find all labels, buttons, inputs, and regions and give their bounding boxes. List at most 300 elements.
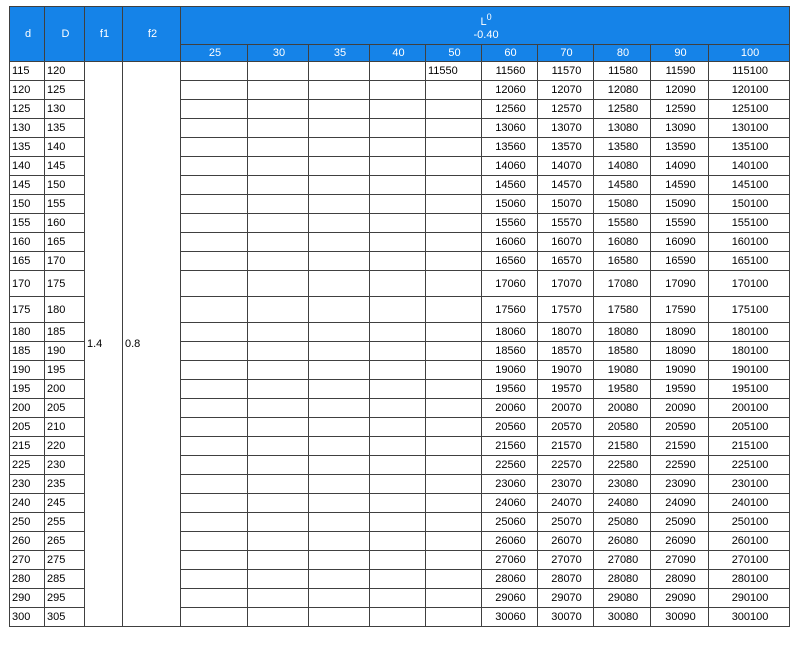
- cell-length: 19590: [651, 380, 709, 399]
- cell-length: [181, 214, 248, 233]
- cell-length: [248, 214, 309, 233]
- cell-length: [426, 195, 482, 214]
- cell-length: 260100: [709, 532, 790, 551]
- cell-length: 11590: [651, 62, 709, 81]
- cell-length: 19080: [594, 361, 651, 380]
- cell-D: 295: [45, 589, 85, 608]
- cell-length: [426, 252, 482, 271]
- dimension-table: [9, 6, 790, 627]
- cell-length: 20070: [538, 399, 594, 418]
- cell-length: [370, 81, 426, 100]
- cell-length: 16060: [482, 233, 538, 252]
- cell-length: 29060: [482, 589, 538, 608]
- cell-length: 22590: [651, 456, 709, 475]
- cell-length: [181, 532, 248, 551]
- cell-length: 26060: [482, 532, 538, 551]
- cell-length: 135100: [709, 138, 790, 157]
- cell-length: 150100: [709, 195, 790, 214]
- cell-length: [426, 233, 482, 252]
- cell-length: 140100: [709, 157, 790, 176]
- cell-length: 14590: [651, 176, 709, 195]
- header-length-3: 40: [370, 45, 426, 62]
- cell-length: 14560: [482, 176, 538, 195]
- cell-length: 240100: [709, 494, 790, 513]
- cell-length: [370, 513, 426, 532]
- cell-length: 13590: [651, 138, 709, 157]
- cell-length: 19570: [538, 380, 594, 399]
- cell-length: [248, 380, 309, 399]
- header-f1: f1: [85, 7, 123, 62]
- cell-length: 18060: [482, 323, 538, 342]
- cell-length: 22570: [538, 456, 594, 475]
- cell-length: 20060: [482, 399, 538, 418]
- length-tolerance: -0.40: [473, 29, 499, 41]
- cell-d: 145: [10, 176, 45, 195]
- cell-length: [181, 100, 248, 119]
- cell-length: [309, 437, 370, 456]
- cell-d: 200: [10, 399, 45, 418]
- cell-length: [426, 475, 482, 494]
- cell-length: [426, 513, 482, 532]
- cell-length: [181, 418, 248, 437]
- cell-length: 120100: [709, 81, 790, 100]
- cell-length: [248, 81, 309, 100]
- cell-length: 20590: [651, 418, 709, 437]
- cell-length: [181, 456, 248, 475]
- cell-length: 11560: [482, 62, 538, 81]
- cell-length: 18070: [538, 323, 594, 342]
- cell-length: 18080: [594, 323, 651, 342]
- cell-length: [426, 532, 482, 551]
- cell-length: [181, 570, 248, 589]
- cell-length: 28090: [651, 570, 709, 589]
- cell-length: 27060: [482, 551, 538, 570]
- cell-length: 13060: [482, 119, 538, 138]
- cell-length: 115100: [709, 62, 790, 81]
- cell-length: [426, 176, 482, 195]
- cell-length: [248, 399, 309, 418]
- cell-length: [181, 380, 248, 399]
- length-superscript: 0: [486, 12, 492, 22]
- cell-length: [426, 418, 482, 437]
- cell-length: 18560: [482, 342, 538, 361]
- cell-length: 14080: [594, 157, 651, 176]
- cell-length: 17060: [482, 271, 538, 297]
- cell-length: [370, 176, 426, 195]
- cell-length: [370, 418, 426, 437]
- cell-length: [309, 456, 370, 475]
- cell-length: [370, 570, 426, 589]
- cell-length: [426, 608, 482, 627]
- cell-length: 13080: [594, 119, 651, 138]
- cell-length: 15560: [482, 214, 538, 233]
- cell-length: [248, 323, 309, 342]
- cell-length: [309, 195, 370, 214]
- cell-length: [181, 297, 248, 323]
- header-length-0: 25: [181, 45, 248, 62]
- cell-d: 165: [10, 252, 45, 271]
- cell-length: 22580: [594, 456, 651, 475]
- cell-length: [426, 551, 482, 570]
- cell-length: [309, 271, 370, 297]
- cell-length: 12570: [538, 100, 594, 119]
- cell-length: 205100: [709, 418, 790, 437]
- cell-length: 17570: [538, 297, 594, 323]
- cell-length: [181, 361, 248, 380]
- cell-length: [248, 418, 309, 437]
- cell-length: 17590: [651, 297, 709, 323]
- cell-length: 18090: [651, 323, 709, 342]
- cell-length: [426, 297, 482, 323]
- cell-length: 165100: [709, 252, 790, 271]
- cell-length: 27080: [594, 551, 651, 570]
- cell-length: [309, 297, 370, 323]
- cell-length: [248, 271, 309, 297]
- cell-length: 15060: [482, 195, 538, 214]
- cell-length: [248, 138, 309, 157]
- cell-D: 210: [45, 418, 85, 437]
- cell-length: 30080: [594, 608, 651, 627]
- cell-length: [426, 570, 482, 589]
- cell-D: 190: [45, 342, 85, 361]
- cell-length: [248, 456, 309, 475]
- cell-length: 215100: [709, 437, 790, 456]
- header-length-8: 90: [651, 45, 709, 62]
- cell-D: 125: [45, 81, 85, 100]
- cell-length: [181, 608, 248, 627]
- cell-length: 26080: [594, 532, 651, 551]
- cell-D: 120: [45, 62, 85, 81]
- cell-length: [426, 437, 482, 456]
- cell-D: 245: [45, 494, 85, 513]
- cell-length: [309, 119, 370, 138]
- cell-length: 14070: [538, 157, 594, 176]
- cell-length: [248, 437, 309, 456]
- cell-length: [181, 589, 248, 608]
- cell-d: 155: [10, 214, 45, 233]
- cell-length: 15590: [651, 214, 709, 233]
- cell-d: 240: [10, 494, 45, 513]
- length-title: [183, 10, 789, 29]
- cell-length: 14090: [651, 157, 709, 176]
- cell-length: 25070: [538, 513, 594, 532]
- header-length-7: 80: [594, 45, 651, 62]
- cell-d: 170: [10, 271, 45, 297]
- length-symbol: L: [480, 16, 487, 28]
- cell-D: 135: [45, 119, 85, 138]
- cell-length: 19070: [538, 361, 594, 380]
- cell-length: 17560: [482, 297, 538, 323]
- header-length-4: 50: [426, 45, 482, 62]
- cell-length: 21580: [594, 437, 651, 456]
- cell-length: [370, 532, 426, 551]
- cell-length: [426, 138, 482, 157]
- cell-length: 280100: [709, 570, 790, 589]
- cell-length: 195100: [709, 380, 790, 399]
- cell-length: 16590: [651, 252, 709, 271]
- cell-length: [248, 119, 309, 138]
- cell-length: [248, 252, 309, 271]
- cell-length: [309, 214, 370, 233]
- cell-length: 16080: [594, 233, 651, 252]
- cell-length: [309, 532, 370, 551]
- cell-D: 185: [45, 323, 85, 342]
- cell-length: [370, 475, 426, 494]
- cell-length: 290100: [709, 589, 790, 608]
- cell-D: 230: [45, 456, 85, 475]
- cell-length: [181, 62, 248, 81]
- cell-d: 175: [10, 297, 45, 323]
- cell-length: 17070: [538, 271, 594, 297]
- cell-length: [248, 100, 309, 119]
- cell-length: [426, 323, 482, 342]
- cell-length: 160100: [709, 233, 790, 252]
- cell-length: 24060: [482, 494, 538, 513]
- cell-length: 14060: [482, 157, 538, 176]
- cell-D: 180: [45, 297, 85, 323]
- cell-length: [181, 271, 248, 297]
- cell-length: [309, 62, 370, 81]
- cell-f2: 0.8: [123, 62, 181, 627]
- cell-length: [370, 297, 426, 323]
- cell-length: [370, 62, 426, 81]
- cell-length: [181, 342, 248, 361]
- cell-length: 13560: [482, 138, 538, 157]
- cell-D: 175: [45, 271, 85, 297]
- header-f2: f2: [123, 7, 181, 62]
- cell-length: 17090: [651, 271, 709, 297]
- cell-d: 135: [10, 138, 45, 157]
- cell-length: 20570: [538, 418, 594, 437]
- cell-length: [248, 475, 309, 494]
- cell-length: 130100: [709, 119, 790, 138]
- cell-length: [309, 342, 370, 361]
- cell-d: 130: [10, 119, 45, 138]
- cell-length: 11550: [426, 62, 482, 81]
- cell-length: 17580: [594, 297, 651, 323]
- cell-length: [181, 513, 248, 532]
- cell-length: [370, 119, 426, 138]
- cell-length: 23060: [482, 475, 538, 494]
- cell-d: 180: [10, 323, 45, 342]
- cell-length: 155100: [709, 214, 790, 233]
- cell-length: 300100: [709, 608, 790, 627]
- cell-length: 23070: [538, 475, 594, 494]
- cell-length: 20560: [482, 418, 538, 437]
- cell-length: [248, 494, 309, 513]
- cell-length: 200100: [709, 399, 790, 418]
- cell-d: 140: [10, 157, 45, 176]
- header-d: d: [10, 7, 45, 62]
- cell-d: 225: [10, 456, 45, 475]
- cell-length: 11580: [594, 62, 651, 81]
- cell-d: 300: [10, 608, 45, 627]
- cell-D: 235: [45, 475, 85, 494]
- cell-d: 115: [10, 62, 45, 81]
- cell-length: [370, 138, 426, 157]
- header-D: D: [45, 7, 85, 62]
- cell-length: [309, 608, 370, 627]
- cell-length: 14570: [538, 176, 594, 195]
- cell-length: 13070: [538, 119, 594, 138]
- cell-length: [370, 157, 426, 176]
- cell-length: 170100: [709, 271, 790, 297]
- cell-length: 20090: [651, 399, 709, 418]
- cell-d: 190: [10, 361, 45, 380]
- cell-length: [181, 233, 248, 252]
- cell-length: 18570: [538, 342, 594, 361]
- cell-length: 22560: [482, 456, 538, 475]
- cell-length: 30070: [538, 608, 594, 627]
- cell-length: [181, 323, 248, 342]
- cell-D: 170: [45, 252, 85, 271]
- cell-D: 275: [45, 551, 85, 570]
- cell-d: 250: [10, 513, 45, 532]
- cell-length: 29090: [651, 589, 709, 608]
- cell-length: 30090: [651, 608, 709, 627]
- cell-length: 30060: [482, 608, 538, 627]
- header-length-group: [181, 7, 790, 45]
- cell-length: [181, 437, 248, 456]
- cell-length: 25060: [482, 513, 538, 532]
- cell-D: 265: [45, 532, 85, 551]
- cell-D: 285: [45, 570, 85, 589]
- cell-length: 16580: [594, 252, 651, 271]
- cell-length: [181, 81, 248, 100]
- cell-length: [309, 380, 370, 399]
- cell-length: [181, 475, 248, 494]
- cell-length: [248, 62, 309, 81]
- cell-length: 12590: [651, 100, 709, 119]
- cell-length: [248, 608, 309, 627]
- cell-D: 145: [45, 157, 85, 176]
- cell-length: [426, 271, 482, 297]
- cell-length: [370, 271, 426, 297]
- cell-length: 24070: [538, 494, 594, 513]
- cell-length: [370, 589, 426, 608]
- cell-length: [370, 233, 426, 252]
- cell-length: 15570: [538, 214, 594, 233]
- cell-length: 12560: [482, 100, 538, 119]
- cell-d: 205: [10, 418, 45, 437]
- cell-length: [426, 157, 482, 176]
- cell-length: [426, 81, 482, 100]
- cell-length: 225100: [709, 456, 790, 475]
- cell-d: 260: [10, 532, 45, 551]
- header-length-9: 100: [709, 45, 790, 62]
- cell-length: [370, 494, 426, 513]
- cell-length: 16090: [651, 233, 709, 252]
- cell-length: [309, 570, 370, 589]
- cell-length: 24090: [651, 494, 709, 513]
- cell-length: 230100: [709, 475, 790, 494]
- cell-d: 280: [10, 570, 45, 589]
- cell-length: [370, 342, 426, 361]
- cell-length: [181, 494, 248, 513]
- cell-length: 21570: [538, 437, 594, 456]
- cell-length: [248, 589, 309, 608]
- cell-length: 270100: [709, 551, 790, 570]
- cell-D: 150: [45, 176, 85, 195]
- cell-length: 16070: [538, 233, 594, 252]
- cell-length: 29080: [594, 589, 651, 608]
- cell-d: 125: [10, 100, 45, 119]
- cell-length: 29070: [538, 589, 594, 608]
- cell-D: 220: [45, 437, 85, 456]
- header-length-2: 35: [309, 45, 370, 62]
- cell-d: 290: [10, 589, 45, 608]
- cell-d: 150: [10, 195, 45, 214]
- cell-length: [248, 195, 309, 214]
- cell-length: [309, 252, 370, 271]
- cell-length: 12060: [482, 81, 538, 100]
- cell-length: 180100: [709, 323, 790, 342]
- cell-length: [426, 494, 482, 513]
- cell-length: 25080: [594, 513, 651, 532]
- cell-length: 145100: [709, 176, 790, 195]
- cell-length: [370, 456, 426, 475]
- cell-length: [309, 475, 370, 494]
- cell-length: [370, 380, 426, 399]
- cell-length: 23080: [594, 475, 651, 494]
- cell-length: [248, 176, 309, 195]
- cell-length: [426, 100, 482, 119]
- cell-length: 11570: [538, 62, 594, 81]
- cell-d: 195: [10, 380, 45, 399]
- cell-length: [309, 399, 370, 418]
- cell-length: [309, 157, 370, 176]
- cell-length: [426, 589, 482, 608]
- cell-length: [309, 81, 370, 100]
- cell-length: 28080: [594, 570, 651, 589]
- cell-length: [181, 551, 248, 570]
- cell-length: [181, 157, 248, 176]
- cell-length: 19060: [482, 361, 538, 380]
- cell-length: 14580: [594, 176, 651, 195]
- cell-length: 12580: [594, 100, 651, 119]
- cell-d: 215: [10, 437, 45, 456]
- cell-length: [248, 551, 309, 570]
- cell-length: [370, 608, 426, 627]
- cell-length: [309, 176, 370, 195]
- cell-length: [426, 456, 482, 475]
- cell-D: 140: [45, 138, 85, 157]
- cell-length: 250100: [709, 513, 790, 532]
- cell-length: 21590: [651, 437, 709, 456]
- cell-length: [426, 399, 482, 418]
- cell-D: 165: [45, 233, 85, 252]
- cell-length: [370, 399, 426, 418]
- cell-length: 24080: [594, 494, 651, 513]
- cell-d: 185: [10, 342, 45, 361]
- cell-length: [426, 342, 482, 361]
- cell-D: 305: [45, 608, 85, 627]
- cell-length: 20080: [594, 399, 651, 418]
- cell-length: [309, 233, 370, 252]
- cell-length: 13580: [594, 138, 651, 157]
- cell-length: 12090: [651, 81, 709, 100]
- cell-D: 155: [45, 195, 85, 214]
- cell-length: 21560: [482, 437, 538, 456]
- cell-length: [309, 513, 370, 532]
- cell-length: [370, 214, 426, 233]
- cell-length: [309, 100, 370, 119]
- cell-length: 26090: [651, 532, 709, 551]
- cell-length: [426, 214, 482, 233]
- cell-length: [309, 589, 370, 608]
- cell-length: 19580: [594, 380, 651, 399]
- cell-D: 195: [45, 361, 85, 380]
